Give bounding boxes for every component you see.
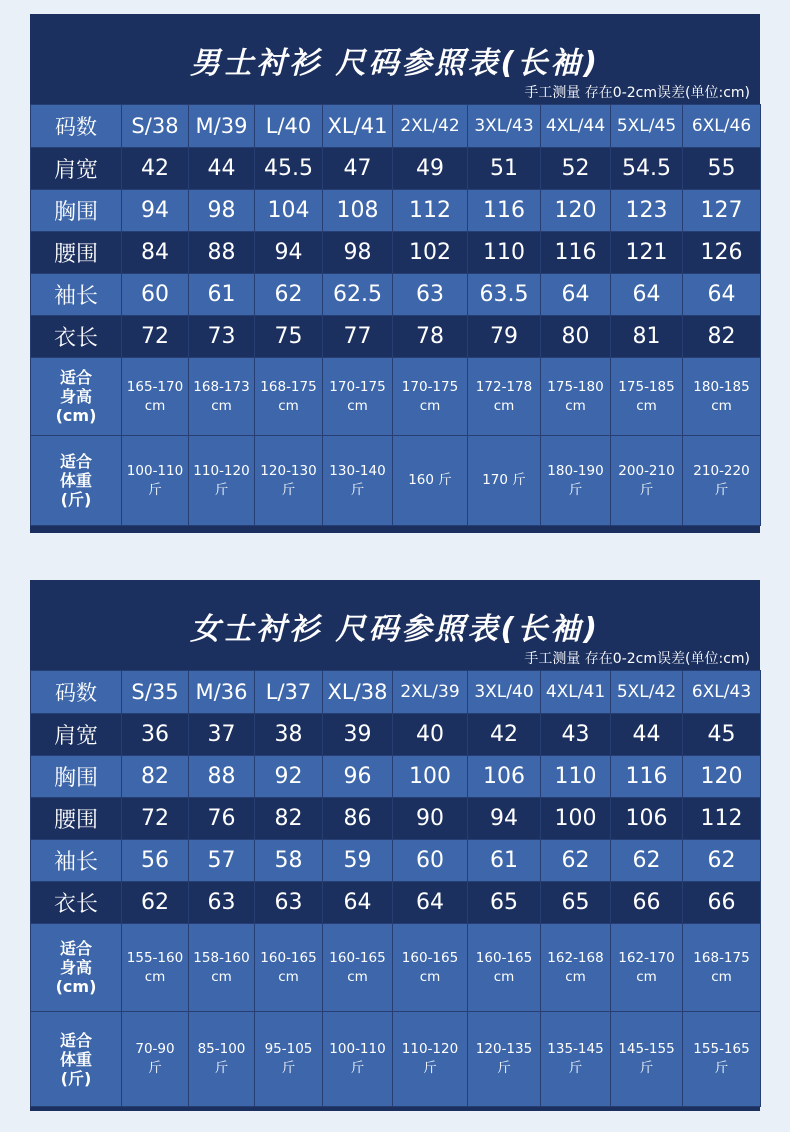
measure-cell: 102 [393,232,468,274]
size-header-cell: 2XL/39 [393,671,468,714]
row-label: 胸围 [31,190,122,232]
fit-weight-cell-line: 斤 [350,1060,365,1076]
fit-height-label-line: 身高 [59,387,92,406]
women-header-row [31,671,761,714]
fit-height-cell [122,358,189,436]
measure-cell: 66 [611,882,683,924]
measure-cell: 39 [323,714,393,756]
size-header-cell: S/35 [122,671,189,714]
fit-height-cell-line: cm [636,397,657,414]
measure-cell: 55 [683,148,761,190]
fit-height-cell-line: 158-160 [193,949,250,966]
fit-height-cell [611,358,683,436]
fit-weight-cell-line: 145-155 [618,1041,675,1057]
fit-height-cell [255,924,323,1012]
fit-weight-cell-line: 170 斤 [482,472,526,488]
fit-weight-label-line: 体重 [59,1049,92,1069]
fit-height-cell-line: 168-175 [693,949,750,966]
measure-cell: 80 [541,316,611,358]
fit-height-cell [611,924,683,1012]
measure-cell: 60 [393,840,468,882]
fit-height-cell-line: cm [211,397,232,414]
fit-weight-cell [323,436,393,526]
fit-height-cell [393,358,468,436]
measure-cell: 112 [393,190,468,232]
measure-cell: 64 [541,274,611,316]
fit-height-label-line: 适合 [59,368,92,387]
fit-weight-cell [468,436,541,526]
fit-weight-cell [255,436,323,526]
measure-cell: 110 [541,756,611,798]
measure-cell: 63 [255,882,323,924]
fit-height-cell [323,358,393,436]
fit-height-cell [122,924,189,1012]
measure-cell: 81 [611,316,683,358]
measure-cell: 54.5 [611,148,683,190]
measure-cell: 37 [189,714,255,756]
fit-height-cell [468,924,541,1012]
measure-cell: 116 [468,190,541,232]
women-measure-note: 手工测量 存在0-2cm误差(单位:cm) [524,651,750,667]
measure-cell: 98 [189,190,255,232]
measure-cell: 44 [189,148,255,190]
fit-height-cell-line: cm [711,968,732,985]
fit-height-cell-line: 162-168 [547,949,604,966]
measure-cell: 52 [541,148,611,190]
measure-cell: 121 [611,232,683,274]
fit-height-cell-line: 172-178 [475,378,533,395]
measure-cell: 75 [255,316,323,358]
fit-height-cell-line: cm [493,397,515,414]
fit-height-cell [323,924,393,1012]
fit-weight-cell-line: 110-120 [193,462,250,479]
measure-cell: 123 [611,190,683,232]
fit-weight-cell-line: 210-220 [693,462,750,479]
measure-cell: 63 [189,882,255,924]
fit-weight-cell-line: 斤 [568,481,583,498]
fit-weight-cell-line: 135-145 [547,1041,604,1057]
measure-cell: 58 [255,840,323,882]
fit-weight-cell [189,436,255,526]
measure-cell: 96 [323,756,393,798]
fit-weight-cell [683,1012,761,1107]
men-measure-note: 手工测量 存在0-2cm误差(单位:cm) [524,85,750,101]
measure-cell: 61 [189,274,255,316]
measure-cell: 51 [468,148,541,190]
fit-weight-cell-line: 110-120 [401,1041,459,1057]
fit-height-cell-line: 165-170 [126,378,184,395]
fit-height-cell-line: 160-165 [260,949,317,966]
measure-cell: 36 [122,714,189,756]
measure-cell: 62 [611,840,683,882]
fit-weight-cell-line: 斤 [214,481,229,498]
measure-cell: 62 [541,840,611,882]
fit-height-cell [683,358,761,436]
measure-cell: 126 [683,232,761,274]
measure-cell: 62.5 [323,274,393,316]
women-measure-row [31,840,761,882]
measure-cell: 116 [541,232,611,274]
fit-weight-cell-line: 155-165 [693,1041,750,1057]
size-header-label: 码数 [31,105,122,148]
size-header-cell: 5XL/42 [611,671,683,714]
measure-cell: 100 [393,756,468,798]
fit-height-cell-line: cm [565,968,586,985]
measure-cell: 77 [323,316,393,358]
size-header-cell: 6XL/43 [683,671,761,714]
fit-weight-cell [611,436,683,526]
fit-height-cell-line: 160-165 [475,949,533,966]
measure-cell: 120 [541,190,611,232]
men-size-table [30,104,761,526]
fit-height-cell [189,924,255,1012]
fit-weight-cell-line: 斤 [568,1060,583,1076]
size-header-cell: 2XL/42 [393,105,468,148]
fit-height-cell-line: cm [211,968,232,985]
fit-weight-cell-line: 斤 [281,481,296,498]
fit-height-cell-line: cm [347,397,368,414]
fit-weight-cell-line: 130-140 [329,462,386,479]
measure-cell: 94 [122,190,189,232]
size-header-cell: XL/41 [323,105,393,148]
measure-cell: 84 [122,232,189,274]
measure-cell: 82 [122,756,189,798]
measure-cell: 45 [683,714,761,756]
fit-weight-cell-line: 斤 [714,1060,729,1076]
men-fit-weight-row [31,436,761,526]
fit-weight-cell-line: 斤 [714,481,729,498]
fit-weight-cell-line: 200-210 [618,462,675,479]
fit-weight-cell-line: 斤 [639,481,654,498]
fit-weight-cell-line: 95-105 [264,1041,313,1057]
measure-cell: 104 [255,190,323,232]
fit-weight-label-line: (斤) [60,490,92,509]
measure-cell: 59 [323,840,393,882]
fit-height-cell [393,924,468,1012]
measure-cell: 79 [468,316,541,358]
fit-height-cell [255,358,323,436]
measure-cell: 82 [683,316,761,358]
fit-height-cell-line: 162-170 [618,949,675,966]
women-size-table [30,670,761,1107]
fit-weight-label [31,436,122,526]
men-size-panel [30,14,760,533]
fit-height-cell-line: cm [278,397,299,414]
fit-height-cell-line: cm [144,397,166,414]
fit-weight-cell-line: 70-90 [135,1041,175,1057]
fit-height-cell-line: 155-160 [126,949,184,966]
fit-weight-cell [122,1012,189,1107]
size-header-cell: L/40 [255,105,323,148]
fit-weight-cell [541,1012,611,1107]
fit-weight-label-line: 体重 [59,471,92,490]
fit-weight-label-line: (斤) [60,1068,92,1088]
fit-height-cell-line: cm [347,968,368,985]
men-measure-row [31,232,761,274]
women-fit-weight-row [31,1012,761,1107]
men-title: 男士衬衫 尺码参照表(长袖) [190,46,600,81]
measure-cell: 106 [468,756,541,798]
measure-cell: 73 [189,316,255,358]
fit-height-cell-line: 160-165 [329,949,386,966]
row-label: 胸围 [31,756,122,798]
fit-height-cell-line: cm [419,968,441,985]
measure-cell: 88 [189,232,255,274]
measure-cell: 42 [468,714,541,756]
measure-cell: 112 [683,798,761,840]
measure-cell: 108 [323,190,393,232]
measure-cell: 86 [323,798,393,840]
fit-weight-cell-line: 斤 [497,1060,511,1076]
measure-cell: 72 [122,798,189,840]
measure-cell: 94 [255,232,323,274]
fit-weight-cell [393,436,468,526]
men-measure-row [31,190,761,232]
row-label: 腰围 [31,798,122,840]
fit-weight-cell-line: 斤 [148,1060,162,1076]
fit-weight-cell-line: 85-100 [197,1041,246,1057]
row-label: 袖长 [31,840,122,882]
size-header-cell: S/38 [122,105,189,148]
measure-cell: 98 [323,232,393,274]
row-label: 肩宽 [31,714,122,756]
row-label: 衣长 [31,882,122,924]
fit-weight-cell-line: 斤 [281,1060,296,1076]
measure-cell: 127 [683,190,761,232]
measure-cell: 57 [189,840,255,882]
fit-weight-cell-line: 斤 [423,1060,437,1076]
measure-cell: 64 [323,882,393,924]
fit-height-cell-line: 170-175 [329,378,386,395]
fit-height-cell-line: cm [565,397,586,414]
measure-cell: 78 [393,316,468,358]
fit-weight-cell-line: 斤 [350,481,365,498]
measure-cell: 43 [541,714,611,756]
fit-height-cell-line: 175-180 [547,378,604,395]
fit-height-label-line: (cm) [55,977,97,996]
size-header-cell: 3XL/43 [468,105,541,148]
measure-cell: 64 [611,274,683,316]
measure-cell: 88 [189,756,255,798]
fit-height-cell-line: cm [419,397,441,414]
fit-height-cell [189,358,255,436]
women-measure-row [31,882,761,924]
measure-cell: 49 [393,148,468,190]
fit-weight-cell [393,1012,468,1107]
men-measure-row [31,316,761,358]
measure-cell: 62 [683,840,761,882]
fit-height-cell [541,358,611,436]
fit-height-cell-line: cm [711,397,732,414]
women-fit-height-row [31,924,761,1012]
size-header-cell: L/37 [255,671,323,714]
fit-height-cell-line: cm [278,968,299,985]
measure-cell: 94 [468,798,541,840]
fit-height-cell-line: 168-173 [193,378,250,395]
men-fit-height-row [31,358,761,436]
measure-cell: 116 [611,756,683,798]
measure-cell: 62 [122,882,189,924]
measure-cell: 82 [255,798,323,840]
size-header-cell: 3XL/40 [468,671,541,714]
measure-cell: 62 [255,274,323,316]
size-header-cell: 5XL/45 [611,105,683,148]
row-label: 肩宽 [31,148,122,190]
women-title: 女士衬衫 尺码参照表(长袖) [190,612,600,647]
fit-height-label [31,358,122,436]
fit-weight-cell [541,436,611,526]
fit-weight-cell [323,1012,393,1107]
fit-weight-cell [683,436,761,526]
measure-cell: 40 [393,714,468,756]
men-header-row [31,105,761,148]
fit-weight-cell [611,1012,683,1107]
row-label: 袖长 [31,274,122,316]
measure-cell: 120 [683,756,761,798]
fit-height-label [31,924,122,1012]
fit-height-cell-line: cm [636,968,657,985]
fit-weight-cell [468,1012,541,1107]
fit-height-cell [468,358,541,436]
measure-cell: 92 [255,756,323,798]
women-measure-row [31,714,761,756]
measure-cell: 47 [323,148,393,190]
size-header-cell: M/39 [189,105,255,148]
size-header-cell: M/36 [189,671,255,714]
fit-height-cell-line: 180-185 [693,378,750,395]
fit-height-label-line: (cm) [55,406,97,425]
size-header-cell: 4XL/44 [541,105,611,148]
measure-cell: 56 [122,840,189,882]
fit-weight-label-line: 适合 [59,1030,92,1050]
fit-height-cell-line: 168-175 [260,378,317,395]
fit-weight-cell-line: 180-190 [547,462,604,479]
women-size-panel [30,580,760,1111]
fit-weight-cell [122,436,189,526]
fit-weight-cell-line: 100-110 [329,1041,386,1057]
measure-cell: 38 [255,714,323,756]
measure-cell: 42 [122,148,189,190]
men-measure-row [31,274,761,316]
measure-cell: 100 [541,798,611,840]
men-measure-row [31,148,761,190]
fit-height-label-line: 适合 [59,939,92,958]
measure-cell: 45.5 [255,148,323,190]
measure-cell: 61 [468,840,541,882]
measure-cell: 64 [683,274,761,316]
fit-height-cell-line: 170-175 [401,378,459,395]
fit-height-cell [541,924,611,1012]
measure-cell: 72 [122,316,189,358]
row-label: 腰围 [31,232,122,274]
measure-cell: 64 [393,882,468,924]
row-label: 衣长 [31,316,122,358]
fit-weight-cell-line: 100-110 [126,462,184,479]
measure-cell: 44 [611,714,683,756]
fit-weight-cell-line: 120-130 [260,462,317,479]
fit-height-cell-line: 160-165 [401,949,459,966]
fit-height-label-line: 身高 [59,958,92,977]
women-title-block [30,580,760,670]
fit-height-cell-line: cm [493,968,515,985]
fit-weight-cell-line: 斤 [639,1060,654,1076]
fit-weight-cell [189,1012,255,1107]
fit-weight-label [31,1012,122,1107]
size-header-cell: 6XL/46 [683,105,761,148]
women-measure-row [31,756,761,798]
fit-height-cell [683,924,761,1012]
measure-cell: 65 [468,882,541,924]
fit-height-cell-line: cm [144,968,166,985]
fit-weight-label-line: 适合 [59,452,92,471]
fit-weight-cell-line: 120-135 [475,1041,533,1057]
men-title-block [30,14,760,104]
fit-height-cell-line: 175-185 [618,378,675,395]
measure-cell: 110 [468,232,541,274]
fit-weight-cell-line: 斤 [148,481,162,498]
size-header-label: 码数 [31,671,122,714]
measure-cell: 106 [611,798,683,840]
measure-cell: 90 [393,798,468,840]
measure-cell: 63 [393,274,468,316]
measure-cell: 63.5 [468,274,541,316]
fit-weight-cell-line: 斤 [214,1060,229,1076]
women-measure-row [31,798,761,840]
fit-weight-cell-line: 160 斤 [408,472,452,488]
measure-cell: 65 [541,882,611,924]
measure-cell: 60 [122,274,189,316]
fit-weight-cell [255,1012,323,1107]
measure-cell: 66 [683,882,761,924]
size-header-cell: XL/38 [323,671,393,714]
size-header-cell: 4XL/41 [541,671,611,714]
measure-cell: 76 [189,798,255,840]
